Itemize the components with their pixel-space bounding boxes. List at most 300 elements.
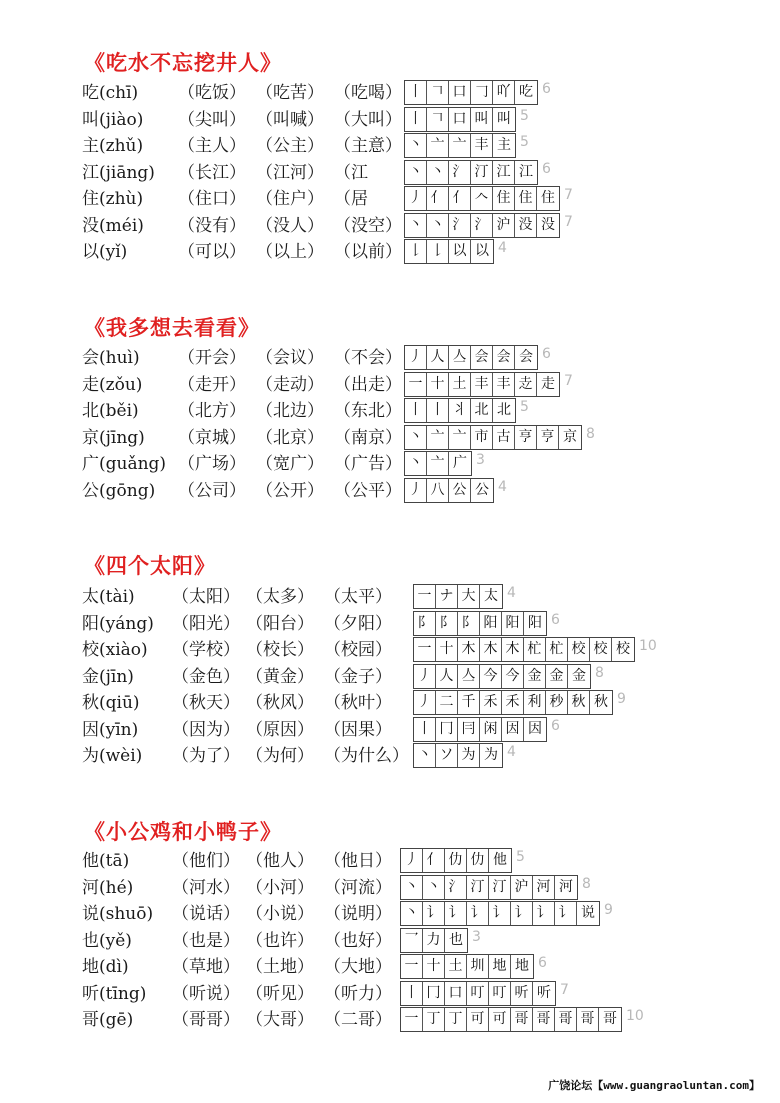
stroke-cell: 讠 — [423, 902, 445, 925]
stroke-count: 5 — [520, 399, 529, 415]
word-2: （公开） — [256, 480, 324, 501]
stroke-order-grid — [404, 213, 560, 238]
stroke-count: 7 — [564, 213, 573, 230]
stroke-cell: 丶 — [427, 214, 449, 237]
stroke-cell: 地 — [515, 958, 529, 974]
stroke-cell: 叫 — [471, 108, 493, 131]
word-2: （土地） — [246, 957, 314, 977]
stroke-cell: 校 — [568, 638, 590, 661]
stroke-cell: 阝 — [458, 612, 480, 635]
stroke-cell: 丶 — [423, 876, 445, 899]
word-3: （大地） — [324, 957, 392, 977]
stroke-cell: 丶 — [405, 161, 427, 184]
stroke-cell: 丰 — [471, 134, 493, 157]
stroke-cell: 𠆢 — [471, 187, 493, 210]
stroke-cell: 丁 — [423, 1008, 445, 1031]
stroke-cell: 丨 — [427, 399, 449, 422]
stroke-cell: 讠 — [489, 902, 511, 925]
stroke-order-grid — [400, 954, 534, 979]
stroke-order-grid — [404, 160, 538, 185]
character-row — [0, 717, 780, 744]
word-2: （太多） — [246, 587, 314, 607]
stroke-cell: 河 — [559, 878, 573, 895]
stroke-count: 8 — [582, 875, 591, 892]
stroke-cell: 丶 — [401, 902, 423, 925]
word-1: （吃饭） — [178, 83, 246, 103]
stroke-cell: 力 — [423, 929, 445, 952]
stroke-cell: 丨 — [405, 81, 427, 104]
character-pinyin: 因(yīn) — [82, 719, 139, 740]
stroke-cell: 杧 — [524, 638, 546, 661]
stroke-count: 4 — [507, 744, 516, 760]
stroke-cell: 𠃍 — [427, 81, 449, 104]
character-pinyin: 住(zhù) — [82, 189, 144, 209]
stroke-count: 10 — [639, 638, 657, 654]
character-row — [0, 743, 780, 770]
stroke-count: 6 — [542, 81, 551, 97]
word-1: （听说） — [172, 983, 240, 1004]
stroke-cell: 口 — [445, 982, 467, 1005]
stroke-count: 8 — [595, 664, 604, 681]
stroke-count: 6 — [551, 717, 560, 734]
character-pinyin: 地(dì) — [82, 957, 129, 977]
stroke-cell: 没 — [541, 216, 555, 233]
character-pinyin: 江(jiāng) — [82, 162, 155, 183]
stroke-count: 7 — [560, 981, 569, 998]
character-row — [0, 160, 780, 187]
character-pinyin: 阳(yáng) — [82, 613, 154, 634]
word-2: （黄金） — [246, 666, 314, 687]
word-1: （开会） — [178, 348, 246, 368]
word-1: （学校） — [172, 640, 240, 660]
stroke-cell: 丨 — [405, 399, 427, 422]
stroke-order-grid — [404, 80, 538, 105]
word-3: （江 — [334, 162, 368, 183]
stroke-cell: 亼 — [449, 346, 471, 369]
stroke-cell: 太 — [484, 588, 498, 604]
stroke-order-grid — [413, 584, 503, 609]
character-row — [0, 664, 780, 691]
word-2: （阳台） — [246, 613, 314, 634]
word-2: （江河） — [256, 162, 324, 183]
stroke-cell: 以 — [449, 240, 471, 263]
stroke-cell: 闲 — [480, 718, 502, 741]
stroke-cell: 一 — [401, 1008, 423, 1031]
character-row — [0, 478, 780, 505]
word-3: （因果） — [324, 719, 392, 740]
stroke-cell: 丰 — [493, 373, 515, 396]
stroke-cell: 丿 — [414, 691, 436, 714]
stroke-count: 9 — [604, 902, 613, 918]
stroke-cell: 哥 — [555, 1008, 577, 1031]
word-2: （也许） — [246, 930, 314, 951]
stroke-cell: 氵 — [449, 161, 471, 184]
stroke-cell: 亠 — [427, 134, 449, 157]
stroke-cell: 也 — [449, 931, 463, 948]
stroke-cell: 走 — [541, 375, 555, 392]
word-3: （不会） — [334, 348, 402, 368]
stroke-count: 5 — [516, 849, 525, 865]
stroke-cell: 以 — [475, 243, 489, 259]
stroke-cell: 会 — [471, 346, 493, 369]
stroke-cell: 因 — [502, 718, 524, 741]
word-3: （秋叶） — [324, 693, 392, 713]
stroke-order-grid — [413, 664, 591, 689]
stroke-cell: 叮 — [489, 982, 511, 1005]
stroke-cell: 校 — [616, 641, 630, 657]
stroke-cell: 讠 — [533, 902, 555, 925]
word-3: （太平） — [324, 587, 392, 607]
stroke-cell: 因 — [528, 720, 542, 737]
character-row — [0, 848, 780, 875]
word-1: （主人） — [178, 136, 246, 156]
stroke-cell: 丰 — [471, 373, 493, 396]
word-2: （走动） — [256, 374, 324, 395]
character-pinyin: 太(tài) — [82, 587, 135, 607]
stroke-order-grid — [400, 981, 556, 1006]
stroke-cell: 亼 — [458, 665, 480, 688]
character-pinyin: 公(gōng) — [82, 480, 156, 501]
word-3: （南京） — [334, 427, 402, 448]
stroke-cell: 会 — [519, 349, 533, 365]
word-3: （出走） — [334, 374, 402, 395]
stroke-order-grid — [404, 239, 494, 264]
stroke-cell: 𠃌 — [471, 81, 493, 104]
word-2: （住户） — [256, 189, 324, 209]
word-2: （宽广） — [256, 454, 324, 474]
stroke-cell: 亠 — [449, 134, 471, 157]
character-pinyin: 说(shuō) — [82, 904, 154, 924]
character-pinyin: 校(xiào) — [82, 640, 148, 660]
stroke-cell: 校 — [590, 638, 612, 661]
character-pinyin: 哥(gē) — [82, 1010, 134, 1030]
word-1: （金色） — [172, 666, 240, 687]
stroke-count: 7 — [564, 372, 573, 389]
stroke-cell: 氵 — [449, 214, 471, 237]
stroke-cell: 讠 — [511, 902, 533, 925]
character-pinyin: 京(jīng) — [82, 427, 145, 448]
word-3: （以前） — [334, 242, 402, 262]
word-2: （以上） — [256, 242, 324, 262]
stroke-cell: ソ — [436, 744, 458, 767]
stroke-cell: 圳 — [467, 955, 489, 978]
word-3: （主意） — [334, 136, 402, 156]
character-pinyin: 没(méi) — [82, 215, 144, 236]
stroke-cell: 可 — [489, 1008, 511, 1031]
stroke-cell: 丨 — [401, 982, 423, 1005]
stroke-cell: 阝 — [414, 612, 436, 635]
word-1: （住口） — [178, 189, 246, 209]
stroke-cell: 土 — [445, 955, 467, 978]
stroke-order-grid — [413, 717, 547, 742]
stroke-cell: 住 — [493, 187, 515, 210]
word-1: （尖叫） — [178, 109, 246, 130]
stroke-cell: 禾 — [480, 691, 502, 714]
word-2: （会议） — [256, 348, 324, 368]
stroke-cell: 可 — [467, 1008, 489, 1031]
stroke-order-grid — [413, 637, 635, 662]
character-row — [0, 690, 780, 717]
stroke-cell: 氵 — [471, 214, 493, 237]
word-3: （河流） — [324, 877, 392, 898]
word-3: （为什么） — [324, 746, 409, 766]
stroke-cell: 𠄌 — [405, 240, 427, 263]
stroke-cell: 今 — [502, 665, 524, 688]
character-pinyin: 广(guǎng) — [82, 454, 167, 474]
stroke-order-grid — [413, 690, 613, 715]
word-2: （叫喊） — [256, 109, 324, 130]
word-1: （草地） — [172, 957, 240, 977]
stroke-count: 3 — [476, 452, 485, 468]
character-row — [0, 80, 780, 107]
stroke-cell: 冃 — [458, 718, 480, 741]
stroke-cell: 十 — [423, 955, 445, 978]
word-1: （河水） — [172, 877, 240, 898]
stroke-cell: 冂 — [423, 982, 445, 1005]
stroke-cell: 杧 — [546, 638, 568, 661]
stroke-count: 6 — [542, 346, 551, 362]
word-2: （吃苦） — [256, 83, 324, 103]
stroke-cell: 亠 — [427, 452, 449, 475]
word-1: （没有） — [178, 215, 246, 236]
stroke-count: 9 — [617, 691, 626, 707]
word-3: （校园） — [324, 640, 392, 660]
footer-watermark: 广饶论坛【www.guangraoluntan.com】 — [548, 1079, 760, 1092]
word-3: （吃喝） — [334, 83, 402, 103]
stroke-cell: 丶 — [405, 426, 427, 449]
stroke-cell: 金 — [546, 665, 568, 688]
character-row — [0, 133, 780, 160]
lesson-title: 《吃水不忘挖井人》 — [84, 51, 282, 75]
stroke-cell: 地 — [489, 955, 511, 978]
stroke-cell: 人 — [427, 346, 449, 369]
stroke-order-grid — [413, 743, 503, 768]
word-3: （居 — [334, 189, 368, 209]
stroke-cell: 口 — [449, 108, 471, 131]
stroke-count: 6 — [538, 955, 547, 971]
stroke-cell: 八 — [427, 479, 449, 502]
stroke-count: 3 — [472, 928, 481, 945]
stroke-cell: 乛 — [401, 929, 423, 952]
stroke-cell: 二 — [436, 691, 458, 714]
stroke-cell: 今 — [480, 665, 502, 688]
word-3: （二哥） — [324, 1010, 392, 1030]
stroke-cell: 京 — [563, 428, 577, 445]
stroke-cell: 丶 — [405, 214, 427, 237]
stroke-cell: 秋 — [594, 694, 608, 710]
stroke-cell: 丿 — [414, 665, 436, 688]
word-2: （北京） — [256, 427, 324, 448]
stroke-cell: 一 — [414, 585, 436, 608]
word-1: （他们） — [172, 851, 240, 871]
character-row — [0, 611, 780, 638]
stroke-cell: ナ — [436, 585, 458, 608]
stroke-cell: 讠 — [555, 902, 577, 925]
stroke-order-grid — [400, 928, 468, 953]
stroke-count: 6 — [551, 611, 560, 628]
character-pinyin: 主(zhǔ) — [82, 136, 144, 156]
word-3: （他日） — [324, 851, 392, 871]
stroke-cell: 土 — [449, 373, 471, 396]
character-row — [0, 398, 780, 425]
stroke-cell: 丿 — [405, 187, 427, 210]
stroke-cell: 秒 — [546, 691, 568, 714]
stroke-cell: 𠃍 — [427, 108, 449, 131]
word-2: （小河） — [246, 877, 314, 898]
word-1: （北方） — [178, 401, 246, 421]
stroke-cell: 亠 — [427, 426, 449, 449]
word-3: （金子） — [324, 666, 392, 687]
stroke-count: 4 — [507, 585, 516, 601]
word-2: （他人） — [246, 851, 314, 871]
character-row — [0, 213, 780, 240]
stroke-cell: 哥 — [603, 1011, 617, 1027]
stroke-cell: 木 — [502, 638, 524, 661]
stroke-cell: 他 — [493, 852, 507, 868]
stroke-cell: 𠄌 — [427, 240, 449, 263]
stroke-cell: 亻 — [427, 187, 449, 210]
stroke-cell: 北 — [497, 402, 511, 418]
stroke-cell: 大 — [458, 585, 480, 608]
word-2: （秋风） — [246, 693, 314, 713]
stroke-cell: 住 — [541, 190, 555, 206]
stroke-cell: 为 — [458, 744, 480, 767]
word-1: （太阳） — [172, 587, 240, 607]
stroke-cell: 会 — [493, 346, 515, 369]
stroke-cell: 阳 — [480, 612, 502, 635]
stroke-cell: 仂 — [467, 849, 489, 872]
stroke-cell: 江 — [493, 161, 515, 184]
stroke-cell: 汀 — [467, 876, 489, 899]
character-row — [0, 1007, 780, 1034]
word-2: （没人） — [256, 215, 324, 236]
stroke-cell: 亨 — [537, 426, 559, 449]
word-3: （东北） — [334, 401, 402, 421]
stroke-cell: 亠 — [449, 426, 471, 449]
stroke-cell: 阳 — [502, 612, 524, 635]
character-pinyin: 为(wèi) — [82, 746, 143, 766]
character-row — [0, 345, 780, 372]
word-1: （广场） — [178, 454, 246, 474]
stroke-order-grid — [400, 901, 600, 926]
word-1: （因为） — [172, 719, 240, 740]
stroke-cell: 哥 — [511, 1008, 533, 1031]
character-pinyin: 听(tīng) — [82, 983, 147, 1004]
stroke-cell: 吖 — [493, 81, 515, 104]
stroke-cell: 丿 — [405, 479, 427, 502]
stroke-order-grid — [404, 186, 560, 211]
character-row — [0, 954, 780, 981]
character-row — [0, 186, 780, 213]
stroke-cell: 丿 — [405, 346, 427, 369]
stroke-cell: 汀 — [489, 876, 511, 899]
stroke-cell: 亻 — [423, 849, 445, 872]
character-pinyin: 会(huì) — [82, 348, 140, 368]
word-1: （秋天） — [172, 693, 240, 713]
stroke-cell: 叫 — [497, 110, 511, 127]
stroke-cell: 阳 — [528, 614, 542, 631]
word-2: （为何） — [246, 746, 314, 766]
stroke-count: 5 — [520, 134, 529, 150]
character-pinyin: 吃(chī) — [82, 83, 139, 103]
word-3: （公平） — [334, 480, 402, 501]
character-pinyin: 金(jīn) — [82, 666, 134, 687]
stroke-cell: 丨 — [405, 108, 427, 131]
character-pinyin: 走(zǒu) — [82, 374, 143, 395]
lesson-title: 《四个太阳》 — [84, 554, 216, 578]
stroke-cell: 汀 — [471, 161, 493, 184]
character-row — [0, 637, 780, 664]
stroke-cell: 金 — [524, 665, 546, 688]
character-row — [0, 901, 780, 928]
stroke-cell: 哥 — [577, 1008, 599, 1031]
word-2: （北边） — [256, 401, 324, 421]
stroke-count: 6 — [542, 160, 551, 177]
stroke-count: 4 — [498, 478, 507, 495]
word-1: （可以） — [178, 242, 246, 262]
character-row — [0, 981, 780, 1008]
stroke-cell: 广 — [453, 455, 467, 471]
stroke-cell: 讠 — [467, 902, 489, 925]
stroke-order-grid — [404, 451, 472, 476]
word-3: （夕阳） — [324, 613, 392, 634]
stroke-count: 10 — [626, 1008, 644, 1024]
stroke-cell: 听 — [537, 984, 551, 1001]
stroke-cell: 讠 — [445, 902, 467, 925]
stroke-cell: 吃 — [519, 84, 533, 100]
stroke-cell: 十 — [427, 373, 449, 396]
stroke-cell: 阝 — [436, 612, 458, 635]
word-2: （小说） — [246, 904, 314, 924]
stroke-cell: 说 — [581, 905, 595, 921]
character-row — [0, 239, 780, 266]
stroke-cell: 市 — [471, 426, 493, 449]
stroke-order-grid — [404, 345, 538, 370]
stroke-cell: 丶 — [414, 744, 436, 767]
word-2: （公主） — [256, 136, 324, 156]
stroke-cell: 公 — [449, 479, 471, 502]
stroke-cell: 丶 — [405, 134, 427, 157]
word-1: （为了） — [172, 746, 240, 766]
character-pinyin: 以(yǐ) — [82, 242, 128, 262]
character-row — [0, 875, 780, 902]
stroke-cell: 利 — [524, 691, 546, 714]
stroke-order-grid — [404, 425, 582, 450]
word-2: （原因） — [246, 719, 314, 740]
stroke-cell: 住 — [515, 187, 537, 210]
stroke-cell: 一 — [414, 638, 436, 661]
stroke-count: 8 — [586, 425, 595, 442]
stroke-cell: 丨 — [414, 718, 436, 741]
stroke-cell: 一 — [405, 373, 427, 396]
character-row — [0, 425, 780, 452]
character-pinyin: 北(běi) — [82, 401, 139, 421]
word-3: （也好） — [324, 930, 392, 951]
word-3: （说明） — [324, 904, 392, 924]
lesson-title: 《小公鸡和小鸭子》 — [84, 820, 282, 844]
stroke-cell: 氵 — [445, 876, 467, 899]
stroke-count: 4 — [498, 240, 507, 256]
stroke-cell: 沪 — [511, 876, 533, 899]
character-pinyin: 也(yě) — [82, 930, 132, 951]
character-row — [0, 928, 780, 955]
word-3: （听力） — [324, 983, 392, 1004]
word-3: （广告） — [334, 454, 402, 474]
word-3: （没空） — [334, 215, 402, 236]
stroke-cell: 丬 — [449, 399, 471, 422]
word-1: （哥哥） — [172, 1010, 240, 1030]
stroke-count: 5 — [520, 107, 529, 124]
